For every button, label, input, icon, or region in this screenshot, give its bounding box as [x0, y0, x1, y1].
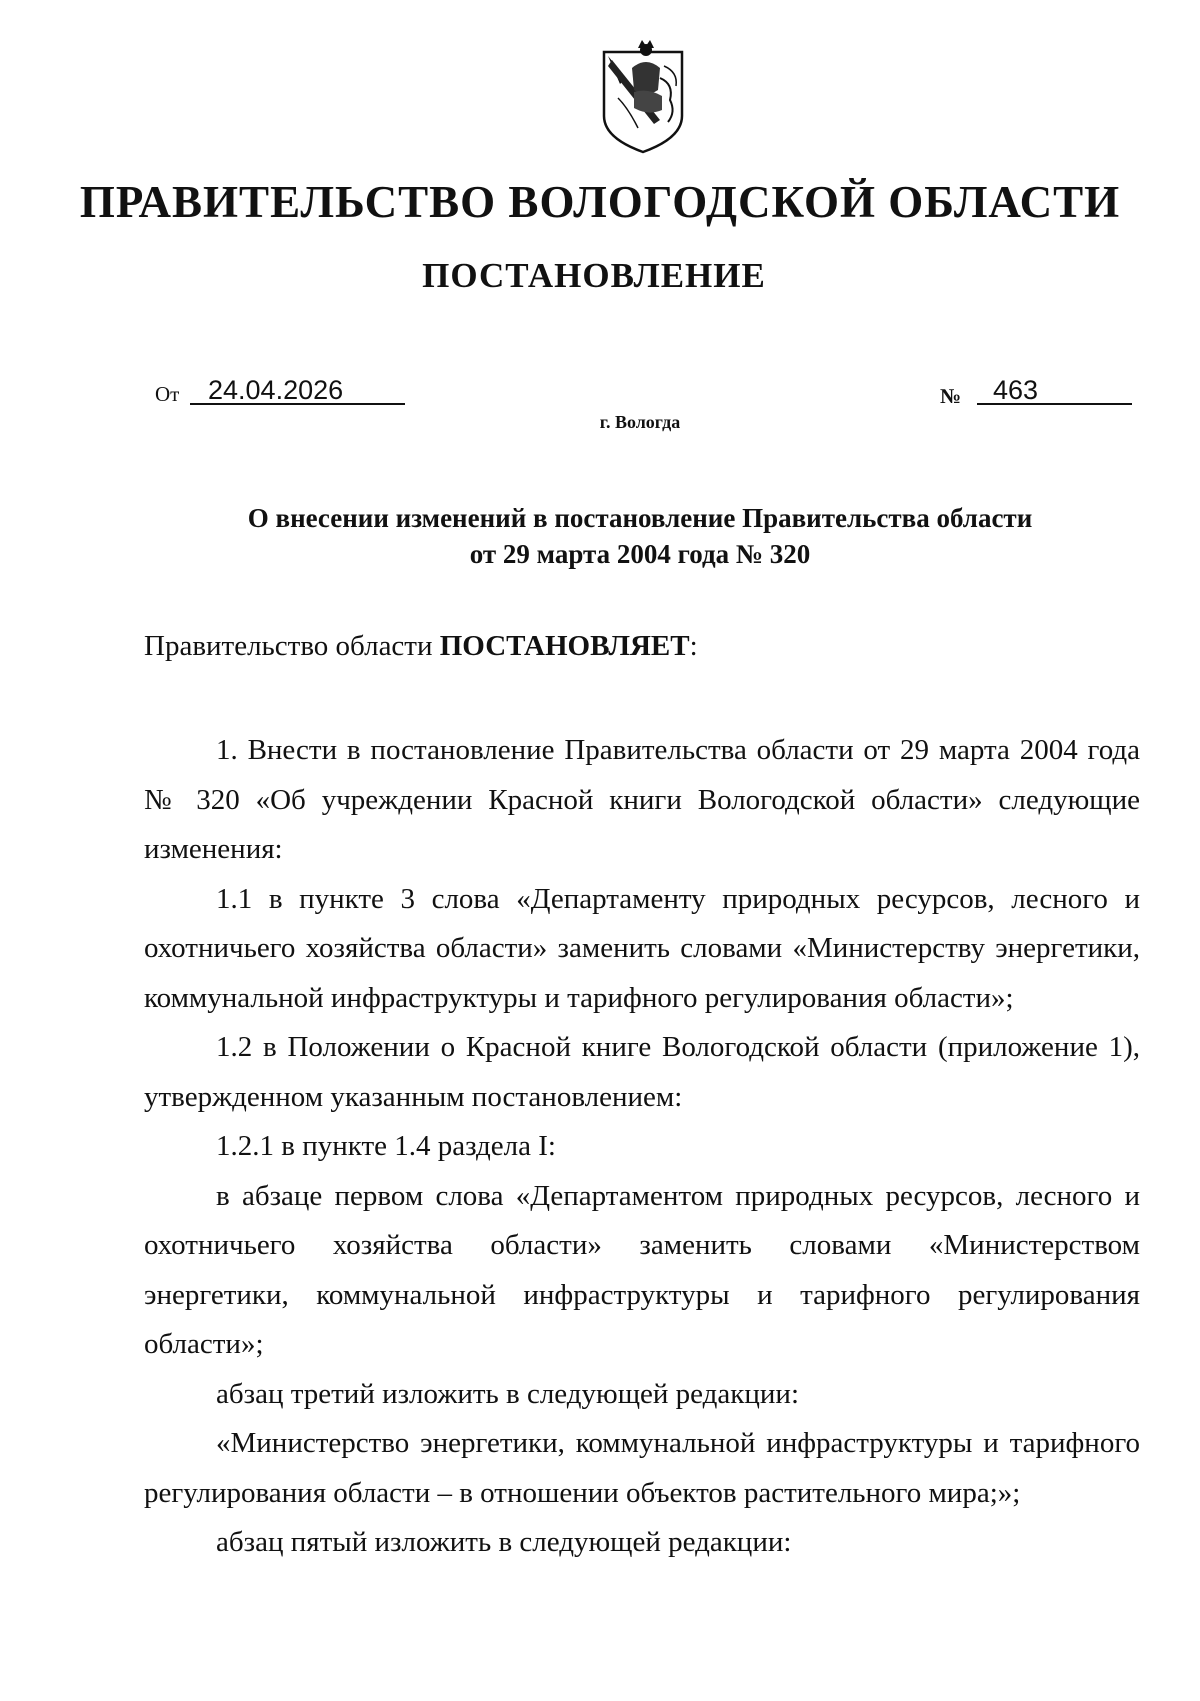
preamble-suffix: : [689, 630, 698, 662]
paragraph: абзац пятый изложить в следующей редакции: [216, 1526, 792, 1558]
subject-line-2: от 29 марта 2004 года № 320 [469, 539, 811, 569]
document-number: 463 [977, 375, 1132, 405]
document-subject [0, 500, 1200, 572]
vologda-coat-of-arms-icon [598, 38, 688, 156]
paragraph: абзац третий изложить в следующей редакции: [216, 1377, 800, 1410]
document-type-title: ПОСТАНОВЛЕНИЕ [422, 256, 766, 295]
paragraph: в абзаце первом слова «Департаментом природных ресурсов, лесного и охотничьего хозяйства области» заменить словами «Министерством энергетики, коммунальной инфраструктуры и тарифного регулирования области»; [144, 1179, 1140, 1360]
city-label: г. Вологда [599, 412, 681, 432]
paragraph: 1.2.1 в пункте 1.4 раздела I: [216, 1130, 556, 1162]
date-label: От [155, 382, 180, 406]
paragraph: 1. Внести в постановление Правительства области от 29 марта 2004 года № 320 «Об учреждении Красной книги Вологодской области» следующие изменения: [144, 734, 1140, 865]
number-label: № [940, 384, 962, 408]
document-date: 24.04.2026 [190, 375, 405, 405]
preamble [144, 630, 698, 663]
paragraph: 1.2 в Положении о Красной книге Вологодской области (приложение 1), утвержденном указанным постановлением: [144, 1031, 1140, 1113]
subject-line-1: О внесении изменений в постановление Правительства области [247, 503, 1033, 533]
document-body [144, 726, 1140, 1568]
paragraph: 1.1 в пункте 3 слова «Департаменту природных ресурсов, лесного и охотничьего хозяйства области» заменить словами «Министерству энергетики, коммунальной инфраструктуры и тарифного регулирования области»; [144, 882, 1140, 1014]
preamble-emphasis: ПОСТАНОВЛЯЕТ [439, 630, 690, 662]
paragraph: «Министерство энергетики, коммунальной инфраструктуры и тарифного регулирования области – в отношении объектов растительного мира;»; [144, 1427, 1140, 1509]
government-title: ПРАВИТЕЛЬСТВО ВОЛОГОДСКОЙ ОБЛАСТИ [79, 177, 1121, 227]
preamble-text: Правительство области [144, 630, 440, 662]
